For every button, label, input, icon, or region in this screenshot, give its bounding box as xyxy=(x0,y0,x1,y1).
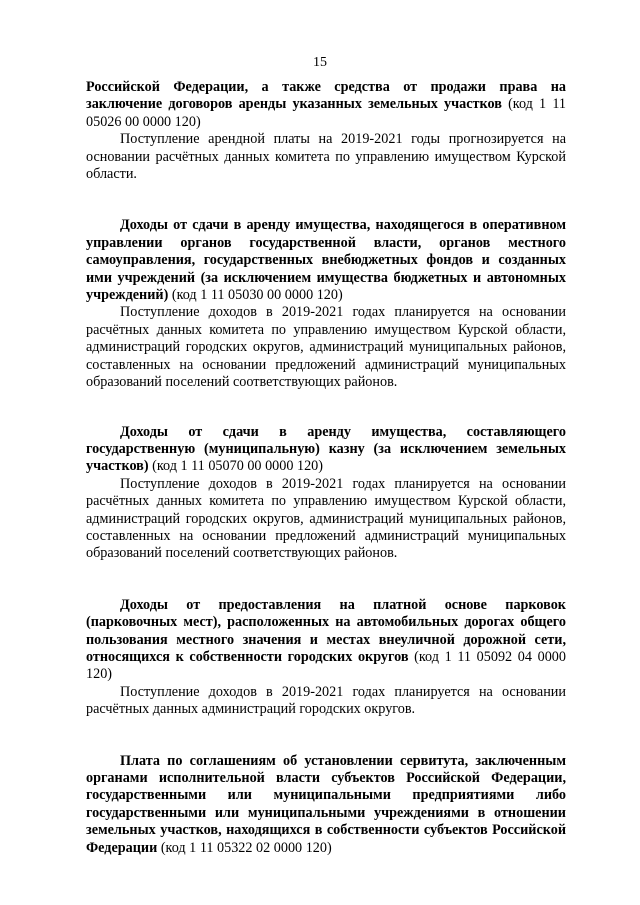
budget-code: (код 1 11 05322 02 0000 120) xyxy=(157,839,332,856)
heading-bold-text: Российской Федерации, а также средства от продажи права на заключение договоров аренды указанных земельных участков xyxy=(86,79,566,113)
document-body xyxy=(86,79,566,857)
section-paid-parking xyxy=(86,597,566,719)
section-paragraph: Поступление арендной платы на 2019-2021 годы прогнозируется на основании расчётных данных комитета по управлению имуществом Курской области. xyxy=(86,131,566,183)
section-heading xyxy=(86,79,566,131)
heading-bold-text: Доходы от предоставления на платной основе парковок (парковочных мест), расположенных на автомобильных дорогах общего пользования местного значения и местах внеуличной дорожной сети, относящихся к собственности городских округов xyxy=(86,596,566,665)
section-land-lease-rights xyxy=(86,79,566,183)
budget-code: (код 1 11 05030 00 0000 120) xyxy=(168,287,343,304)
section-servitude-payment xyxy=(86,753,566,857)
budget-code: (код 1 11 05092 04 0000 120) xyxy=(86,648,566,683)
section-paragraph: Поступление доходов в 2019-2021 годах планируется на основании расчётных данных администраций городских округов. xyxy=(86,683,566,718)
section-paragraph: Поступление доходов в 2019-2021 годах планируется на основании расчётных данных комитета по управлению имуществом Курской области, администраций городских округов, администраций муниципальных районов, составленных на основании предложений администраций муниципальных образований поселений соответствующих районов. xyxy=(86,304,566,391)
heading-bold-text: Доходы от сдачи в аренду имущества, составляющего государственную (муниципальную) казну (за исключением земельных участков) xyxy=(86,423,566,475)
section-heading xyxy=(86,424,566,476)
heading-bold-text: Доходы от сдачи в аренду имущества, находящегося в оперативном управлении органов государственной власти, органов местного самоуправления, государственных внебюджетных фондов и созданных ими учреждений (за исключением имущества бюджетных и автономных учреждений) xyxy=(86,217,566,304)
section-heading xyxy=(86,217,566,304)
section-heading xyxy=(86,753,566,857)
budget-code: (код 1 11 05070 00 0000 120) xyxy=(148,458,323,475)
budget-code: (код 1 11 05026 00 0000 120) xyxy=(86,96,566,130)
section-paragraph: Поступление доходов в 2019-2021 годах планируется на основании расчётных данных комитета по управлению имуществом Курской области, администраций городских округов, администраций муниципальных районов, составленных на основании предложений администраций муниципальных образований поселений соответствующих районов. xyxy=(86,475,566,562)
section-operational-property-lease xyxy=(86,217,566,391)
section-heading xyxy=(86,597,566,684)
heading-bold-text: Плата по соглашениям об установлении сервитута, заключенным органами исполнительной власти субъектов Российской Федерации, государственными или муниципальными предприятиями либо государственными или муниципальными учреждениями в отношении земельных участков, находящихся в собственности субъектов Российской Федерации xyxy=(86,752,566,856)
section-treasury-property-lease xyxy=(86,424,566,563)
page-number: 15 xyxy=(313,55,327,70)
